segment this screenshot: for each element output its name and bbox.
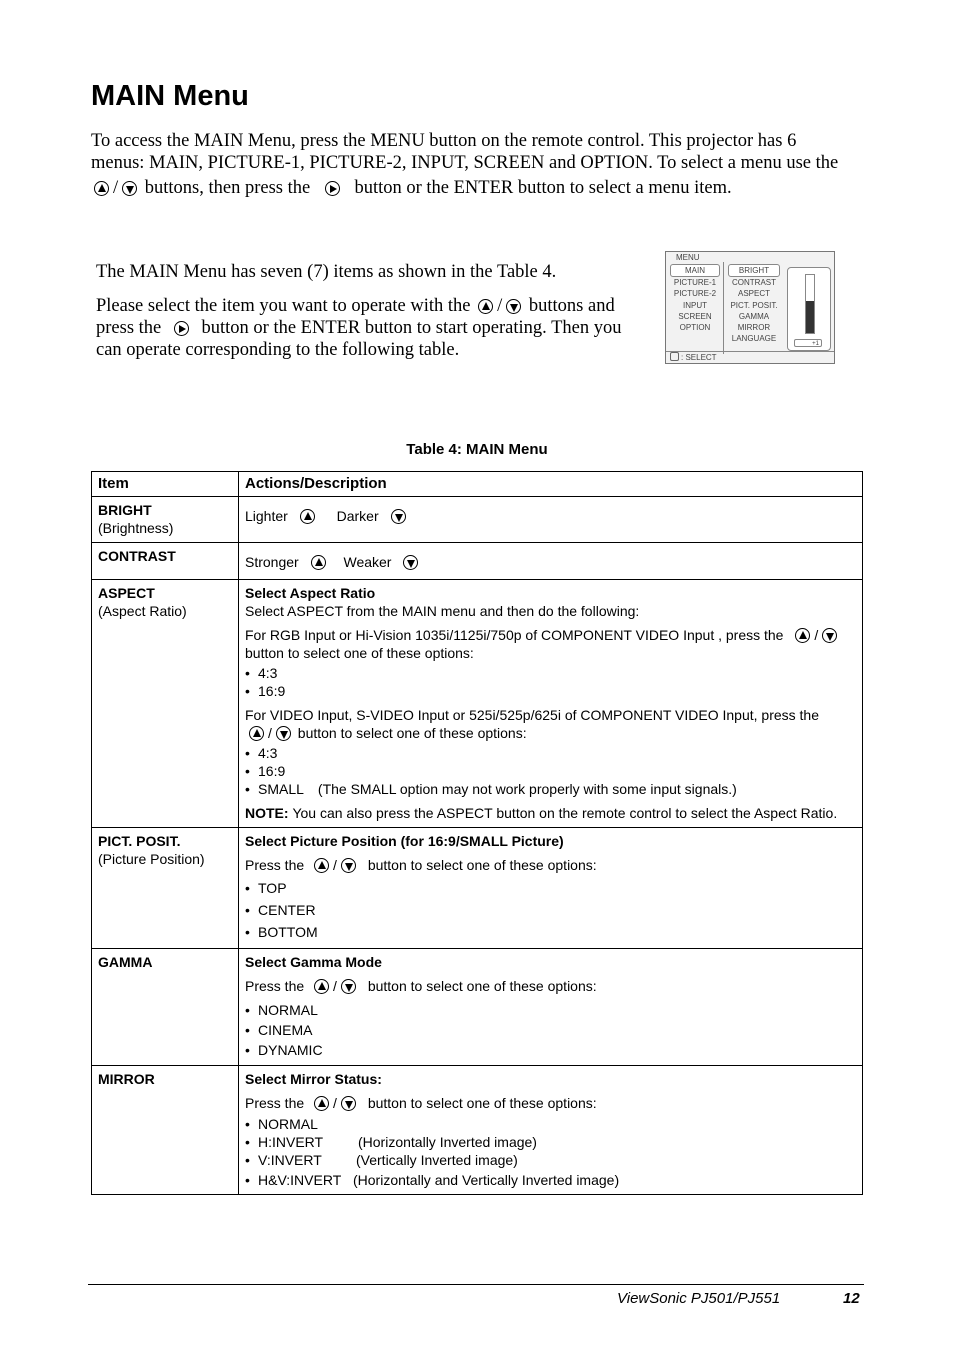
- slash: /: [268, 725, 272, 741]
- item-name: ASPECT: [98, 585, 155, 601]
- down-arrow-icon: [122, 181, 137, 196]
- press-text-2: button to select one of these options:: [367, 857, 597, 873]
- aspect-note: [245, 804, 856, 822]
- gamma-options: [245, 1000, 856, 1060]
- item-cell: [92, 580, 239, 828]
- list-item: • 16:9: [245, 762, 856, 780]
- table-row: [92, 497, 863, 543]
- table-row: [92, 828, 863, 949]
- osd-header: MENU: [676, 253, 700, 262]
- pict-options: [245, 877, 856, 943]
- up-arrow-icon: [300, 509, 315, 524]
- option-label: H&V:INVERT: [258, 1172, 342, 1188]
- intro-line-3a: buttons, then press the: [144, 178, 311, 198]
- osd-menu-item: INPUT: [683, 300, 707, 310]
- desc-p2b: buttons and press the: [96, 296, 615, 338]
- aspect-video-options: [245, 744, 856, 798]
- list-item: [245, 1151, 856, 1169]
- aspect-video-text-b: button to select one of these options:: [297, 725, 527, 741]
- main-menu-table: [91, 471, 863, 1195]
- description-paragraph: [96, 261, 644, 373]
- list-item: • NORMAL: [245, 1115, 856, 1133]
- desc-p1: The MAIN Menu has seven (7) items as shown in the Table 4.: [96, 262, 557, 282]
- osd-item: LANGUAGE: [731, 334, 777, 344]
- list-item: [245, 780, 856, 798]
- list-item: • NORMAL: [245, 1000, 856, 1020]
- down-arrow-icon: [276, 726, 291, 741]
- aspect-video-text: [245, 706, 856, 742]
- item-name: GAMMA: [98, 954, 153, 970]
- table-row: [92, 543, 863, 580]
- table-row: [92, 580, 863, 828]
- small-note: (The SMALL option may not work properly with some input signals.): [317, 781, 737, 797]
- item-name: BRIGHT: [98, 502, 152, 518]
- item-cell: [92, 1066, 239, 1195]
- table-header-row: [92, 472, 863, 497]
- list-item: • 16:9: [245, 682, 856, 700]
- osd-menu-item: OPTION: [679, 323, 711, 333]
- aspect-rgb-text-a: For RGB Input or Hi-Vision 1035i/1125i/750p of COMPONENT VIDEO Input , press the: [245, 627, 784, 643]
- down-arrow-icon: [506, 299, 521, 314]
- page-title: MAIN Menu: [91, 80, 249, 112]
- action-cell: [239, 543, 863, 580]
- action-cell: [239, 580, 863, 828]
- option-label: H:INVERT: [258, 1134, 324, 1150]
- item-name: MIRROR: [98, 1071, 155, 1087]
- desc-p2c: button or the ENTER button to start operating. Then you can operate corresponding to the following table.: [96, 318, 622, 360]
- table-row: [92, 949, 863, 1066]
- intro-line-3b: button or the ENTER button to select a menu item.: [354, 178, 732, 198]
- down-arrow-icon: [403, 555, 418, 570]
- footer-rule: [88, 1284, 864, 1285]
- osd-gauge-fill: [806, 301, 814, 333]
- desc-p2: [96, 295, 644, 361]
- item-sub: (Picture Position): [98, 851, 205, 867]
- press-text-2: button to select one of these options:: [367, 1095, 597, 1111]
- up-arrow-icon: [795, 628, 810, 643]
- header-actions: Actions/Description: [239, 472, 863, 497]
- header-item: Item: [92, 472, 239, 497]
- weaker-label: Weaker: [343, 554, 392, 570]
- osd-gauge-value: +1: [794, 339, 822, 347]
- osd-footer: [666, 351, 834, 363]
- gamma-heading: Select Gamma Mode: [245, 954, 382, 970]
- action-cell: [239, 497, 863, 543]
- up-arrow-icon: [311, 555, 326, 570]
- list-item: • DYNAMIC: [245, 1040, 856, 1060]
- press-text: Press the: [245, 978, 305, 994]
- osd-footer-text: : SELECT: [681, 353, 717, 362]
- osd-item: CONTRAST: [732, 278, 776, 288]
- intro-paragraph: [91, 130, 871, 199]
- list-item: • BOTTOM: [245, 921, 856, 943]
- osd-menu-list: [670, 264, 720, 333]
- osd-gauge: [787, 267, 831, 351]
- osd-menu-item: PICTURE-2: [673, 289, 717, 299]
- list-item: • 4:3: [245, 744, 856, 762]
- osd-item: BRIGHT: [728, 264, 780, 277]
- option-note: (Vertically Inverted image): [356, 1152, 518, 1168]
- item-name: PICT. POSIT.: [98, 833, 181, 849]
- list-item: • 4:3: [245, 664, 856, 682]
- note-label: NOTE:: [245, 805, 293, 821]
- action-cell: [239, 1066, 863, 1195]
- up-arrow-icon: [249, 726, 264, 741]
- aspect-rgb-text: [245, 626, 856, 662]
- aspect-heading: Select Aspect Ratio: [245, 585, 376, 601]
- darker-label: Darker: [336, 508, 379, 524]
- right-arrow-icon: [174, 321, 189, 336]
- down-arrow-icon: [391, 509, 406, 524]
- up-arrow-icon: [314, 979, 329, 994]
- item-sub: (Brightness): [98, 520, 174, 536]
- mirror-options: [245, 1115, 856, 1189]
- item-name: CONTRAST: [98, 548, 176, 564]
- down-arrow-icon: [341, 1096, 356, 1111]
- pict-press: [245, 856, 856, 874]
- slash: /: [333, 1095, 337, 1111]
- mirror-heading: Select Mirror Status:: [245, 1071, 382, 1087]
- gamma-press: [245, 977, 856, 995]
- osd-menu-item: MAIN: [670, 264, 720, 277]
- press-text: Press the: [245, 1095, 305, 1111]
- up-arrow-icon: [314, 1096, 329, 1111]
- up-arrow-icon: [478, 299, 493, 314]
- osd-item: PICT. POSIT.: [730, 300, 778, 310]
- item-cell: [92, 828, 239, 949]
- slash: /: [113, 178, 119, 198]
- osd-menu-item: PICTURE-1: [673, 278, 717, 288]
- osd-menu-item: SCREEN: [678, 311, 712, 321]
- stronger-label: Stronger: [245, 554, 299, 570]
- press-text-2: button to select one of these options:: [367, 978, 597, 994]
- aspect-video-text-a: For VIDEO Input, S-VIDEO Input or 525i/525p/625i of COMPONENT VIDEO Input, press the: [245, 707, 819, 723]
- item-cell: [92, 949, 239, 1066]
- list-item: [245, 1171, 856, 1189]
- option-note: (Horizontally and Vertically Inverted image): [353, 1172, 620, 1188]
- mirror-press: [245, 1094, 856, 1112]
- aspect-line1: Select ASPECT from the MAIN menu and then do the following:: [245, 603, 640, 619]
- osd-item: GAMMA: [738, 311, 770, 321]
- down-arrow-icon: [341, 979, 356, 994]
- lighter-label: Lighter: [245, 508, 288, 524]
- intro-line-3: [91, 177, 871, 199]
- osd-gauge-track: [805, 274, 815, 334]
- pict-heading: Select Picture Position (for 16:9/SMALL Picture): [245, 833, 564, 849]
- list-item: • CINEMA: [245, 1020, 856, 1040]
- intro-line-2: menus: MAIN, PICTURE-1, PICTURE-2, INPUT, SCREEN and OPTION. To select a menu use the: [91, 153, 839, 173]
- table-row: [92, 1066, 863, 1195]
- intro-line-1: To access the MAIN Menu, press the MENU button on the remote control. This projector has 6: [91, 131, 797, 151]
- osd-menu-image: [665, 251, 835, 364]
- slash: /: [333, 978, 337, 994]
- slash: /: [333, 857, 337, 873]
- list-item: [245, 1133, 856, 1151]
- item-cell: [92, 497, 239, 543]
- down-arrow-icon: [341, 858, 356, 873]
- aspect-rgb-text-b: button to select one of these options:: [245, 645, 474, 661]
- item-sub: (Aspect Ratio): [98, 603, 187, 619]
- action-cell: [239, 828, 863, 949]
- osd-item: MIRROR: [737, 323, 771, 333]
- note-text: You can also press the ASPECT button on the remote control to select the Aspect Ratio.: [292, 805, 838, 821]
- select-pad-icon: [670, 352, 679, 361]
- option-label: V:INVERT: [258, 1152, 322, 1168]
- table-caption: Table 4: MAIN Menu: [406, 441, 548, 458]
- up-arrow-icon: [94, 181, 109, 196]
- aspect-rgb-options: [245, 664, 856, 700]
- osd-item: ASPECT: [737, 289, 770, 299]
- list-item: • CENTER: [245, 899, 856, 921]
- list-item: • TOP: [245, 877, 856, 899]
- up-arrow-icon: [314, 858, 329, 873]
- osd-item-list: [723, 262, 784, 354]
- page-number: 12: [843, 1290, 860, 1307]
- press-text: Press the: [245, 857, 305, 873]
- action-cell: [239, 949, 863, 1066]
- down-arrow-icon: [822, 628, 837, 643]
- slash: /: [814, 627, 819, 643]
- option-note: (Horizontally Inverted image): [358, 1134, 537, 1150]
- small-label: SMALL: [258, 781, 304, 797]
- right-arrow-icon: [325, 181, 340, 196]
- item-cell: [92, 543, 239, 580]
- footer-brand: ViewSonic PJ501/PJ551: [617, 1290, 781, 1307]
- slash: /: [497, 296, 503, 316]
- desc-p2a: Please select the item you want to operate with the: [96, 296, 471, 316]
